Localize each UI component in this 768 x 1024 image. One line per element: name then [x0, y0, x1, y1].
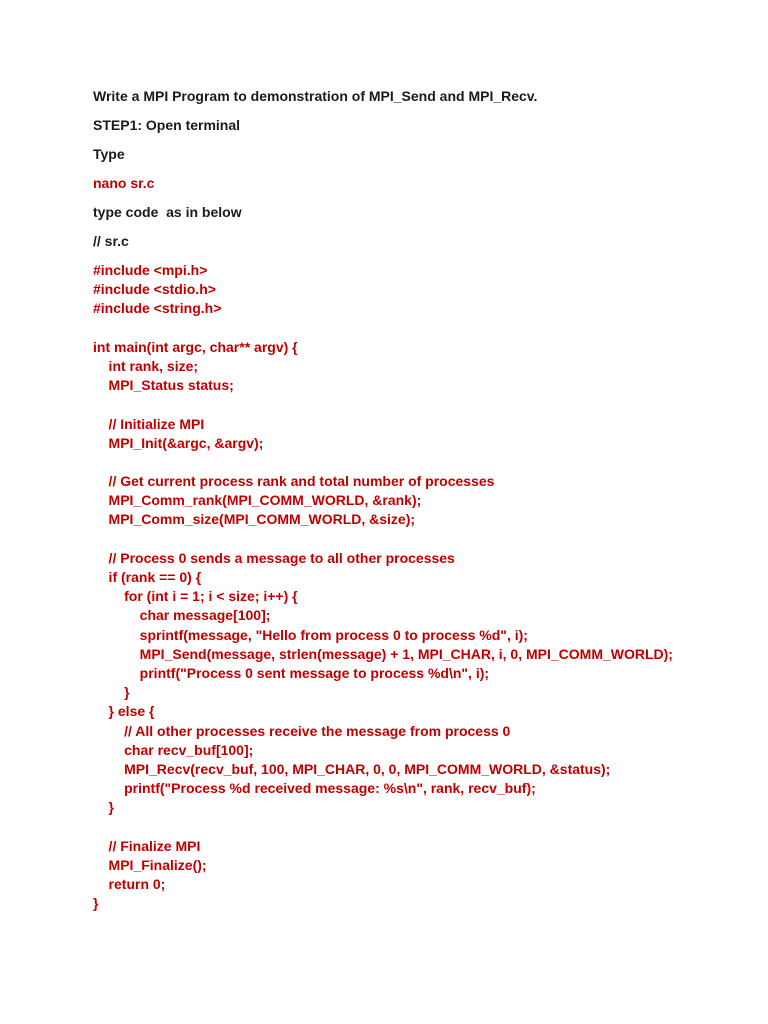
type-label: Type	[93, 146, 125, 162]
code-line: char message[100];	[93, 607, 271, 624]
code-line: return 0;	[93, 876, 166, 892]
code-line: MPI_Init(&argc, &argv);	[93, 434, 264, 451]
code-line: // Finalize MPI	[93, 837, 201, 854]
code-line: MPI_Finalize();	[93, 856, 207, 873]
code-line: sprintf(message, "Hello from process 0 to process %d", i);	[93, 626, 528, 643]
instruction-text: type code as in below	[93, 204, 242, 220]
document-title: Write a MPI Program to demonstration of MPI_Send and MPI_Recv.	[93, 88, 538, 104]
code-line: } else {	[93, 703, 155, 720]
code-line	[93, 319, 673, 338]
code-line	[93, 530, 673, 549]
code-line	[93, 453, 673, 472]
code-line: int rank, size;	[93, 357, 199, 374]
code-line: MPI_Status status;	[93, 377, 234, 394]
code-line: // Initialize MPI	[93, 415, 205, 432]
code-line: int main(int argc, char** argv) {	[93, 338, 298, 355]
code-line	[93, 817, 673, 836]
code-line: if (rank == 0) {	[93, 569, 202, 585]
code-line: MPI_Send(message, strlen(message) + 1, MPI_CHAR, i, 0, MPI_COMM_WORLD);	[93, 645, 673, 662]
step1-heading: STEP1: Open terminal	[93, 117, 241, 133]
code-line: #include <string.h>	[93, 300, 222, 317]
code-listing	[93, 261, 673, 913]
code-line: printf("Process 0 sent message to process %d\n", i);	[93, 664, 490, 681]
code-line	[93, 395, 673, 414]
code-line: // Get current process rank and total number of processes	[93, 473, 495, 490]
code-line: // Process 0 sends a message to all other processes	[93, 549, 455, 566]
code-line: // All other processes receive the message from process 0	[93, 722, 511, 739]
code-line: char recv_buf[100];	[93, 741, 254, 758]
code-line: #include <stdio.h>	[93, 281, 216, 298]
code-line: printf("Process %d received message: %s\n", rank, recv_buf);	[93, 780, 536, 797]
code-line: MPI_Comm_size(MPI_COMM_WORLD, &size);	[93, 511, 416, 528]
code-line: }	[93, 895, 99, 912]
code-line: MPI_Comm_rank(MPI_COMM_WORLD, &rank);	[93, 492, 422, 509]
file-comment: // sr.c	[93, 233, 129, 249]
code-line: }	[93, 684, 130, 701]
code-line: MPI_Recv(recv_buf, 100, MPI_CHAR, 0, 0, MPI_COMM_WORLD, &status);	[93, 760, 611, 777]
nano-command: nano sr.c	[93, 175, 155, 191]
code-line: #include <mpi.h>	[93, 262, 208, 278]
code-line: for (int i = 1; i < size; i++) {	[93, 588, 298, 605]
code-line: }	[93, 799, 115, 816]
